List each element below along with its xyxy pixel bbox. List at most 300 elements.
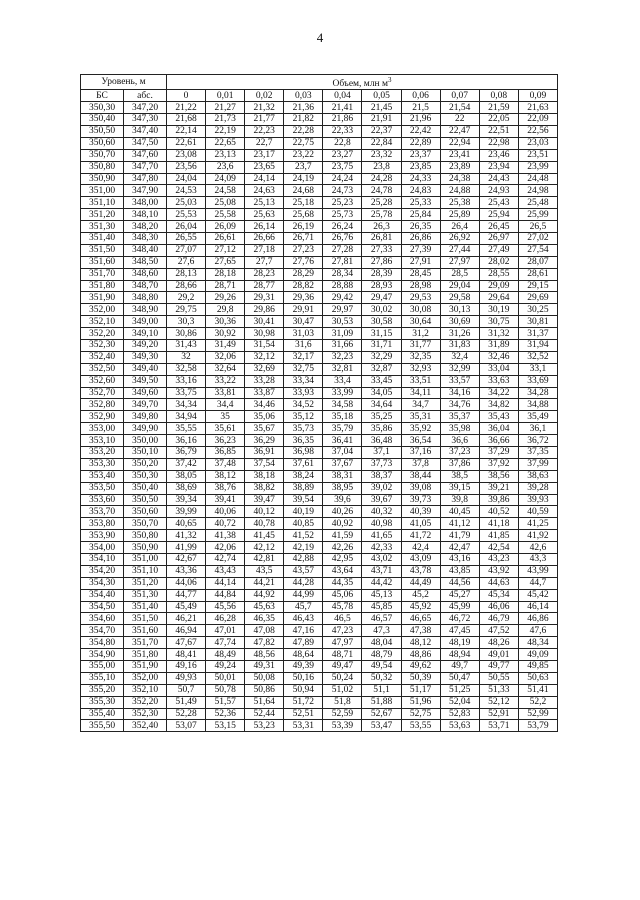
cell-level-abs: 350,80 — [124, 530, 167, 542]
cell-volume: 32,12 — [245, 351, 284, 363]
cell-volume: 44,99 — [284, 589, 323, 601]
cell-volume: 21,5 — [401, 102, 440, 114]
cell-volume: 28,13 — [167, 268, 206, 280]
cell-volume: 40,32 — [362, 506, 401, 518]
cell-volume: 52,83 — [440, 708, 479, 720]
cell-volume: 26,55 — [167, 232, 206, 244]
cell-volume: 41,52 — [284, 530, 323, 542]
cell-volume: 25,23 — [323, 197, 362, 209]
cell-volume: 25,33 — [401, 197, 440, 209]
cell-volume: 37,04 — [323, 446, 362, 458]
cell-volume: 42,74 — [206, 554, 245, 566]
cell-level-abs: 347,80 — [124, 173, 167, 185]
cell-volume: 32,58 — [167, 363, 206, 375]
cell-level-bs: 354,30 — [81, 577, 124, 589]
table-row — [81, 423, 558, 435]
cell-volume: 53,23 — [245, 720, 284, 732]
cell-volume: 38,69 — [167, 482, 206, 494]
cell-volume: 45,99 — [440, 601, 479, 613]
cell-volume: 42,6 — [518, 542, 557, 554]
table-row — [81, 435, 558, 447]
cell-volume: 51,88 — [362, 696, 401, 708]
cell-volume: 37,42 — [167, 458, 206, 470]
cell-volume: 44,77 — [167, 589, 206, 601]
cell-volume: 47,52 — [479, 625, 518, 637]
table-row — [81, 601, 558, 613]
cell-volume: 26,4 — [440, 221, 479, 233]
cell-level-abs: 348,90 — [124, 304, 167, 316]
cell-volume: 39,08 — [401, 482, 440, 494]
cell-volume: 36,79 — [167, 446, 206, 458]
cell-volume: 42,12 — [245, 542, 284, 554]
cell-volume: 42,26 — [323, 542, 362, 554]
cell-volume: 48,49 — [206, 649, 245, 661]
cell-volume: 48,64 — [284, 649, 323, 661]
cell-volume: 38,44 — [401, 470, 440, 482]
cell-volume: 23,51 — [518, 149, 557, 161]
cell-volume: 41,38 — [206, 530, 245, 542]
cell-volume: 27,28 — [323, 244, 362, 256]
cell-volume: 48,94 — [440, 649, 479, 661]
cell-volume: 29,91 — [284, 304, 323, 316]
cell-volume: 50,32 — [362, 672, 401, 684]
cell-volume: 30,41 — [245, 316, 284, 328]
cell-level-bs: 352,80 — [81, 399, 124, 411]
cell-volume: 21,36 — [284, 102, 323, 114]
cell-volume: 53,71 — [479, 720, 518, 732]
cell-volume: 26,97 — [479, 232, 518, 244]
cell-volume: 25,43 — [479, 197, 518, 209]
table-row — [81, 506, 558, 518]
cell-volume: 38,12 — [206, 470, 245, 482]
cell-volume: 27,33 — [362, 244, 401, 256]
cell-volume: 33,22 — [206, 375, 245, 387]
cell-level-bs: 352,50 — [81, 363, 124, 375]
cell-volume: 22 — [440, 114, 479, 126]
cell-volume: 23,46 — [479, 149, 518, 161]
cell-volume: 47,3 — [362, 625, 401, 637]
cell-volume: 37,1 — [362, 446, 401, 458]
cell-volume: 51,02 — [323, 684, 362, 696]
cell-volume: 26,5 — [518, 221, 557, 233]
cell-volume: 28,02 — [479, 256, 518, 268]
cell-volume: 34,82 — [479, 399, 518, 411]
cell-volume: 41,92 — [518, 530, 557, 542]
cell-volume: 28,18 — [206, 268, 245, 280]
cell-level-bs: 351,80 — [81, 280, 124, 292]
cell-volume: 23,65 — [245, 161, 284, 173]
cell-level-bs: 350,90 — [81, 173, 124, 185]
cell-volume: 29,86 — [245, 304, 284, 316]
cell-volume: 24,73 — [323, 185, 362, 197]
cell-volume: 22,28 — [284, 125, 323, 137]
cell-volume: 40,52 — [479, 506, 518, 518]
cell-volume: 50,94 — [284, 684, 323, 696]
cell-level-bs: 351,50 — [81, 244, 124, 256]
cell-volume: 53,07 — [167, 720, 206, 732]
cell-volume: 24,93 — [479, 185, 518, 197]
cell-volume: 52,99 — [518, 708, 557, 720]
cell-volume: 37,8 — [401, 458, 440, 470]
cell-volume: 24,43 — [479, 173, 518, 185]
table-row — [81, 470, 558, 482]
cell-level-abs: 352,30 — [124, 708, 167, 720]
cell-volume: 48,04 — [362, 637, 401, 649]
cell-volume: 42,54 — [479, 542, 518, 554]
cell-volume: 30,19 — [479, 304, 518, 316]
cell-volume: 22,05 — [479, 114, 518, 126]
cell-volume: 32,29 — [362, 351, 401, 363]
cell-volume: 49,01 — [479, 649, 518, 661]
cell-volume: 38,56 — [479, 470, 518, 482]
cell-volume: 23,56 — [167, 161, 206, 173]
cell-volume: 38,76 — [206, 482, 245, 494]
cell-volume: 40,26 — [323, 506, 362, 518]
cell-volume: 40,98 — [362, 518, 401, 530]
cell-volume: 45,34 — [479, 589, 518, 601]
cell-volume: 26,86 — [401, 232, 440, 244]
cell-level-abs: 348,00 — [124, 197, 167, 209]
cell-volume: 34,28 — [518, 387, 557, 399]
cell-level-bs: 353,20 — [81, 446, 124, 458]
table-row — [81, 137, 558, 149]
cell-volume: 24,19 — [284, 173, 323, 185]
cell-volume: 51,57 — [206, 696, 245, 708]
cell-volume: 36,16 — [167, 435, 206, 447]
cell-level-abs: 348,20 — [124, 221, 167, 233]
cell-volume: 48,56 — [245, 649, 284, 661]
cell-volume: 36,6 — [440, 435, 479, 447]
cell-level-abs: 352,00 — [124, 672, 167, 684]
cell-volume: 26,35 — [401, 221, 440, 233]
cell-volume: 29,26 — [206, 292, 245, 304]
cell-volume: 30,86 — [167, 328, 206, 340]
cell-level-bs: 352,20 — [81, 328, 124, 340]
table-row — [81, 577, 558, 589]
cell-volume: 47,08 — [245, 625, 284, 637]
cell-volume: 32,46 — [479, 351, 518, 363]
cell-volume: 26,14 — [245, 221, 284, 233]
cell-volume: 28,39 — [362, 268, 401, 280]
cell-volume: 25,58 — [206, 209, 245, 221]
cell-volume: 41,59 — [323, 530, 362, 542]
cell-volume: 44,42 — [362, 577, 401, 589]
cell-volume: 32,87 — [362, 363, 401, 375]
cell-volume: 21,86 — [323, 114, 362, 126]
cell-volume: 44,21 — [245, 577, 284, 589]
cell-volume: 53,31 — [284, 720, 323, 732]
cell-volume: 24,98 — [518, 185, 557, 197]
cell-volume: 21,68 — [167, 114, 206, 126]
cell-volume: 22,84 — [362, 137, 401, 149]
cell-volume: 28,23 — [245, 268, 284, 280]
cell-volume: 24,88 — [440, 185, 479, 197]
cell-level-abs: 349,70 — [124, 399, 167, 411]
header-fraction: 0,01 — [206, 90, 245, 102]
cell-volume: 27,18 — [245, 244, 284, 256]
cell-level-abs: 351,40 — [124, 601, 167, 613]
cell-volume: 32,64 — [206, 363, 245, 375]
cell-volume: 50,47 — [440, 672, 479, 684]
cell-volume: 24,33 — [401, 173, 440, 185]
table-row — [81, 125, 558, 137]
cell-volume: 47,6 — [518, 625, 557, 637]
cell-volume: 41,85 — [479, 530, 518, 542]
cell-volume: 25,78 — [362, 209, 401, 221]
cell-volume: 46,57 — [362, 613, 401, 625]
cell-volume: 24,04 — [167, 173, 206, 185]
cell-volume: 33,04 — [479, 363, 518, 375]
cell-volume: 35,43 — [479, 411, 518, 423]
cell-level-bs: 354,10 — [81, 554, 124, 566]
cell-volume: 24,83 — [401, 185, 440, 197]
cell-volume: 44,49 — [401, 577, 440, 589]
cell-volume: 52,2 — [518, 696, 557, 708]
cell-level-bs: 354,00 — [81, 542, 124, 554]
table-row — [81, 554, 558, 566]
cell-volume: 26,24 — [323, 221, 362, 233]
cell-volume: 26,66 — [245, 232, 284, 244]
cell-volume: 47,23 — [323, 625, 362, 637]
cell-volume: 30,3 — [167, 316, 206, 328]
cell-volume: 52,44 — [245, 708, 284, 720]
cell-level-abs: 347,40 — [124, 125, 167, 137]
cell-volume: 40,78 — [245, 518, 284, 530]
cell-level-bs: 354,90 — [81, 649, 124, 661]
cell-level-bs: 351,30 — [81, 221, 124, 233]
cell-level-abs: 351,70 — [124, 637, 167, 649]
cell-level-bs: 355,20 — [81, 684, 124, 696]
cell-level-bs: 354,70 — [81, 625, 124, 637]
cell-volume: 38,89 — [284, 482, 323, 494]
cell-volume: 36,85 — [206, 446, 245, 458]
cell-volume: 39,47 — [245, 494, 284, 506]
cell-level-abs: 348,70 — [124, 280, 167, 292]
cell-volume: 21,22 — [167, 102, 206, 114]
table-row — [81, 696, 558, 708]
cell-level-bs: 354,40 — [81, 589, 124, 601]
cell-level-bs: 353,90 — [81, 530, 124, 542]
cell-volume: 32,4 — [440, 351, 479, 363]
cell-volume: 47,89 — [284, 637, 323, 649]
cell-volume: 35,31 — [401, 411, 440, 423]
cell-volume: 32,06 — [206, 351, 245, 363]
cell-volume: 23,7 — [284, 161, 323, 173]
cell-volume: 31,03 — [284, 328, 323, 340]
cell-volume: 29,69 — [518, 292, 557, 304]
cell-volume: 40,39 — [401, 506, 440, 518]
cell-level-abs: 350,20 — [124, 458, 167, 470]
cell-volume: 51,96 — [401, 696, 440, 708]
cell-volume: 36,35 — [284, 435, 323, 447]
header-bs: БС — [81, 90, 124, 102]
cell-volume: 38,05 — [167, 470, 206, 482]
cell-volume: 32,81 — [323, 363, 362, 375]
cell-volume: 42,19 — [284, 542, 323, 554]
cell-volume: 27,86 — [362, 256, 401, 268]
cell-volume: 49,7 — [440, 661, 479, 673]
cell-volume: 48,41 — [167, 649, 206, 661]
cell-volume: 23,75 — [323, 161, 362, 173]
cell-volume: 25,89 — [440, 209, 479, 221]
cell-volume: 27,54 — [518, 244, 557, 256]
header-volume-text: Объем, млн м — [332, 79, 389, 90]
header-fraction: 0,04 — [323, 90, 362, 102]
cell-volume: 49,93 — [167, 672, 206, 684]
cell-volume: 22,09 — [518, 114, 557, 126]
cell-level-abs: 348,60 — [124, 268, 167, 280]
cell-volume: 27,65 — [206, 256, 245, 268]
cell-volume: 53,55 — [401, 720, 440, 732]
cell-volume: 36,98 — [284, 446, 323, 458]
cell-volume: 32,69 — [245, 363, 284, 375]
cell-volume: 39,99 — [167, 506, 206, 518]
header-fraction: 0,02 — [245, 90, 284, 102]
header-fraction: 0,07 — [440, 90, 479, 102]
cell-level-abs: 352,10 — [124, 684, 167, 696]
cell-volume: 35,55 — [167, 423, 206, 435]
cell-volume: 43,57 — [284, 565, 323, 577]
cell-volume: 43,36 — [167, 565, 206, 577]
cell-volume: 35,67 — [245, 423, 284, 435]
cell-volume: 29,04 — [440, 280, 479, 292]
cell-level-abs: 350,90 — [124, 542, 167, 554]
header-abs: абс. — [124, 90, 167, 102]
cell-volume: 37,99 — [518, 458, 557, 470]
cell-level-abs: 351,20 — [124, 577, 167, 589]
table-row — [81, 173, 558, 185]
cell-volume: 28,34 — [323, 268, 362, 280]
cell-volume: 53,47 — [362, 720, 401, 732]
cell-volume: 47,38 — [401, 625, 440, 637]
cell-level-bs: 355,10 — [81, 672, 124, 684]
cell-volume: 48,34 — [518, 637, 557, 649]
cell-volume: 41,72 — [401, 530, 440, 542]
table-row — [81, 197, 558, 209]
cell-volume: 32,99 — [440, 363, 479, 375]
cell-volume: 28,93 — [362, 280, 401, 292]
cell-volume: 26,61 — [206, 232, 245, 244]
cell-volume: 35,92 — [401, 423, 440, 435]
cell-volume: 47,74 — [206, 637, 245, 649]
table-row — [81, 161, 558, 173]
cell-volume: 39,67 — [362, 494, 401, 506]
cell-volume: 39,34 — [167, 494, 206, 506]
table-row — [81, 316, 558, 328]
table-row — [81, 684, 558, 696]
cell-volume: 39,15 — [440, 482, 479, 494]
cell-volume: 35,06 — [245, 411, 284, 423]
cell-volume: 38,63 — [518, 470, 557, 482]
cell-volume: 36,29 — [245, 435, 284, 447]
cell-volume: 29,97 — [323, 304, 362, 316]
cell-volume: 51,25 — [440, 684, 479, 696]
cell-volume: 50,63 — [518, 672, 557, 684]
table-row — [81, 482, 558, 494]
cell-level-abs: 347,30 — [124, 114, 167, 126]
cell-volume: 25,94 — [479, 209, 518, 221]
cell-level-bs: 354,60 — [81, 613, 124, 625]
cell-volume: 27,44 — [440, 244, 479, 256]
cell-volume: 52,12 — [479, 696, 518, 708]
cell-volume: 21,27 — [206, 102, 245, 114]
cell-volume: 22,61 — [167, 137, 206, 149]
cell-level-bs: 351,60 — [81, 256, 124, 268]
cell-volume: 32,75 — [284, 363, 323, 375]
cell-volume: 40,65 — [167, 518, 206, 530]
page-number: 4 — [316, 30, 324, 45]
cell-volume: 24,09 — [206, 173, 245, 185]
cell-level-abs: 351,80 — [124, 649, 167, 661]
cell-level-abs: 351,90 — [124, 661, 167, 673]
cell-volume: 31,09 — [323, 328, 362, 340]
cell-level-bs: 355,40 — [81, 708, 124, 720]
cell-volume: 37,73 — [362, 458, 401, 470]
cell-volume: 39,02 — [362, 482, 401, 494]
cell-level-abs: 350,50 — [124, 494, 167, 506]
cell-volume: 50,24 — [323, 672, 362, 684]
cell-volume: 47,45 — [440, 625, 479, 637]
cell-volume: 42,67 — [167, 554, 206, 566]
cell-volume: 28,61 — [518, 268, 557, 280]
cell-volume: 33,45 — [362, 375, 401, 387]
cell-volume: 40,85 — [284, 518, 323, 530]
cell-volume: 41,65 — [362, 530, 401, 542]
cell-volume: 41,45 — [245, 530, 284, 542]
cell-volume: 22,23 — [245, 125, 284, 137]
cell-volume: 50,7 — [167, 684, 206, 696]
cell-volume: 29,15 — [518, 280, 557, 292]
cell-level-bs: 351,00 — [81, 185, 124, 197]
cell-volume: 30,36 — [206, 316, 245, 328]
cell-volume: 28,55 — [479, 268, 518, 280]
table-row — [81, 589, 558, 601]
cell-volume: 23,08 — [167, 149, 206, 161]
header-volume — [167, 75, 558, 90]
cell-volume: 32,23 — [323, 351, 362, 363]
cell-volume: 24,78 — [362, 185, 401, 197]
cell-volume: 45,06 — [323, 589, 362, 601]
cell-volume: 24,38 — [440, 173, 479, 185]
cell-volume: 35,73 — [284, 423, 323, 435]
cell-volume: 34,05 — [362, 387, 401, 399]
cell-volume: 42,06 — [206, 542, 245, 554]
cell-level-abs: 348,10 — [124, 209, 167, 221]
cell-volume: 30,58 — [362, 316, 401, 328]
cell-volume: 29,36 — [284, 292, 323, 304]
cell-volume: 31,43 — [167, 339, 206, 351]
cell-volume: 26,04 — [167, 221, 206, 233]
cell-volume: 22,98 — [479, 137, 518, 149]
cell-volume: 42,81 — [245, 554, 284, 566]
cell-level-bs: 355,50 — [81, 720, 124, 732]
cell-volume: 27,6 — [167, 256, 206, 268]
cell-volume: 40,72 — [206, 518, 245, 530]
table-row — [81, 494, 558, 506]
cell-volume: 34,76 — [440, 399, 479, 411]
cell-volume: 36,48 — [362, 435, 401, 447]
cell-volume: 33,57 — [440, 375, 479, 387]
cell-volume: 22,19 — [206, 125, 245, 137]
cell-level-bs: 351,90 — [81, 292, 124, 304]
table-row — [81, 114, 558, 126]
cell-volume: 30,47 — [284, 316, 323, 328]
cell-volume: 37,61 — [284, 458, 323, 470]
table-body — [81, 102, 558, 732]
cell-volume: 49,85 — [518, 661, 557, 673]
cell-volume: 49,31 — [245, 661, 284, 673]
cell-volume: 21,82 — [284, 114, 323, 126]
